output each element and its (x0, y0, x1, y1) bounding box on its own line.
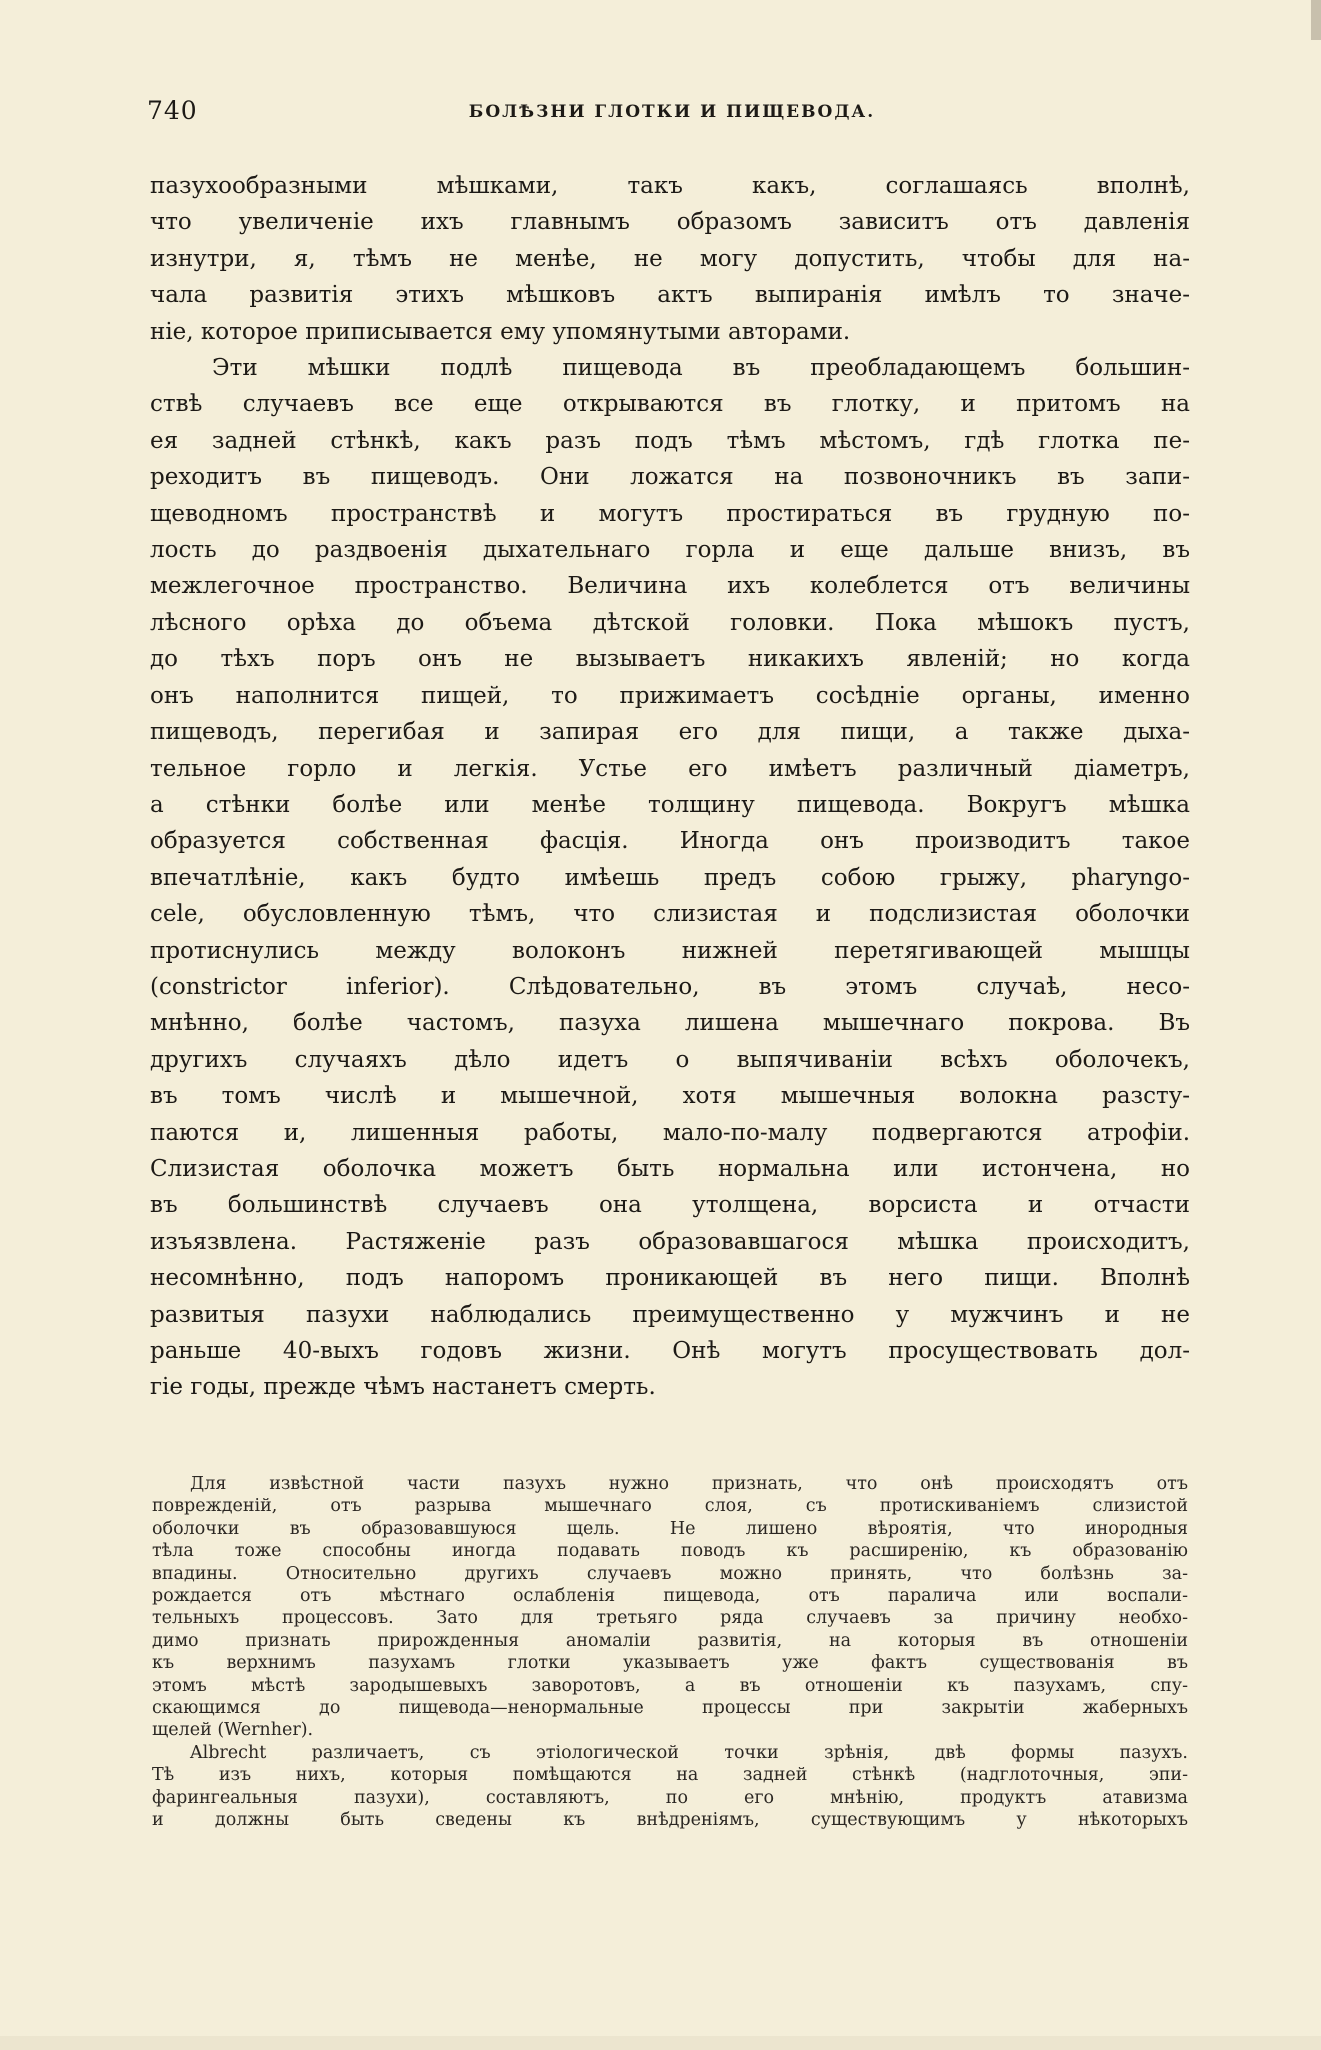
footnote-line: димо признать прирожденныя аномаліи развитія, на которыя въ отношеніи (152, 1630, 1188, 1651)
footnote-line: скающимся до пищевода—ненормальные процессы при закрытіи жаберныхъ (152, 1698, 1188, 1719)
body-line: лость до раздвоенія дыхательнаго горла и еще дальше внизъ, въ (150, 537, 1190, 564)
body-line: ніе, которое приписывается ему упомянутыми авторами. (150, 318, 851, 345)
body-line: а стѣнки болѣе или менѣе толщину пищевода. Вокругъ мѣшка (150, 791, 1190, 818)
body-line: несомнѣнно, подъ напоромъ проникающей въ него пищи. Вполнѣ (150, 1265, 1190, 1292)
footnote-line: этомъ мѣстѣ зародышевыхъ заворотовъ, а въ отношеніи къ пазухамъ, спу- (152, 1675, 1188, 1696)
body-line: развитыя пазухи наблюдались преимущественно у мужчинъ и не (150, 1301, 1190, 1328)
body-line: пазухообразными мѣшками, такъ какъ, соглашаясь вполнѣ, (150, 173, 1190, 199)
body-line: въ большинствѣ случаевъ она утолщена, ворсиста и отчасти (150, 1192, 1190, 1219)
body-line: онъ наполнится пищей, то прижимаетъ сосѣдніе органы, именно (150, 682, 1190, 709)
body-line: Слизистая оболочка можетъ быть нормальна или истончена, но (150, 1155, 1190, 1182)
body-line: другихъ случаяхъ дѣло идетъ о выпячиваніи всѣхъ оболочекъ, (150, 1046, 1190, 1073)
body-line: щеводномъ пространствѣ и могутъ простираться въ грудную по- (150, 500, 1190, 527)
footnote-text (152, 1473, 1188, 1832)
body-line: въ томъ числѣ и мышечной, хотя мышечныя волокна разсту- (150, 1083, 1190, 1110)
footnote-line: фарингеальныя пазухи), составляютъ, по его мнѣнію, продуктъ атавизма (152, 1787, 1188, 1808)
main-text (150, 168, 1190, 1406)
body-line: изнутри, я, тѣмъ не менѣе, не могу допустить, чтобы для на- (150, 245, 1190, 272)
footnote-line: и должны быть сведены къ внѣдреніямъ, существующимъ у нѣкоторыхъ (152, 1810, 1188, 1831)
body-line: пищеводъ, перегибая и запирая его для пищи, а также дыха- (150, 719, 1190, 746)
page-corner-mark (1311, 0, 1321, 40)
body-line: до тѣхъ поръ онъ не вызываетъ никакихъ явленій; но когда (150, 646, 1190, 673)
body-line: ея задней стѣнкѣ, какъ разъ подъ тѣмъ мѣстомъ, гдѣ глотка пе- (150, 427, 1190, 454)
footnote-line: впадины. Относительно другихъ случаевъ можно принять, что болѣзнь за- (152, 1563, 1188, 1584)
footnote-line: Тѣ изъ нихъ, которыя помѣщаются на задней стѣнкѣ (надглоточныя, эпи- (152, 1765, 1188, 1786)
page-number: 740 (147, 96, 198, 125)
footnote-line: къ верхнимъ пазухамъ глотки указываетъ уже фактъ существованія въ (152, 1653, 1188, 1674)
body-line: паются и, лишенныя работы, мало-по-малу подвергаются атрофіи. (150, 1119, 1190, 1146)
body-line: что увеличеніе ихъ главнымъ образомъ зависитъ отъ давленія (150, 209, 1190, 236)
body-line: образуется собственная фасція. Иногда онъ производитъ такое (150, 828, 1190, 855)
footnote-line: щелей (Wernher). (152, 1720, 314, 1741)
body-line: гіе годы, прежде чѣмъ настанетъ смерть. (150, 1374, 656, 1401)
footnote-line: тельныхъ процессовъ. Зато для третьяго ряда случаевъ за причину необхо- (152, 1608, 1188, 1629)
footnote-line: оболочки въ образовавшуюся щель. Не лишено вѣроятія, что инородныя (152, 1518, 1188, 1539)
body-line: cele, обусловленную тѣмъ, что слизистая и подслизистая оболочки (150, 901, 1190, 928)
footnote-line: Albrecht различаетъ, съ этіологической точки зрѣнія, двѣ формы пазухъ. (190, 1742, 1188, 1763)
body-line: реходитъ въ пищеводъ. Они ложатся на позвоночникъ въ запи- (150, 464, 1190, 491)
footnote-line: поврежденій, отъ разрыва мышечнаго слоя, съ протискиваніемъ слизистой (152, 1496, 1188, 1517)
body-line: лѣсного орѣха до объема дѣтской головки. Пока мѣшокъ пустъ, (150, 609, 1190, 636)
body-line: протиснулись между волоконъ нижней перетягивающей мышцы (150, 937, 1190, 964)
footnote-line: рождается отъ мѣстнаго ослабленія пищевода, отъ паралича или воспали- (152, 1586, 1188, 1607)
body-line: изъязвлена. Растяженіе разъ образовавшагося мѣшка происходитъ, (150, 1228, 1190, 1255)
body-line: мнѣнно, болѣе частомъ, пазуха лишена мышечнаго покрова. Въ (150, 1010, 1190, 1037)
page-header (147, 96, 1197, 130)
body-line: впечатлѣніе, какъ будто имѣешь предъ собою грыжу, pharyngo- (150, 864, 1190, 891)
page-bottom-edge (0, 2036, 1321, 2050)
footnote-line: тѣла тоже способны иногда подавать поводъ къ расширенію, къ образованію (152, 1541, 1188, 1562)
running-head: БОЛѢЗНИ ГЛОТКИ И ПИЩЕВОДА. (468, 102, 876, 122)
body-line: тельное горло и легкія. Устье его имѣетъ различный діаметръ, (150, 755, 1190, 782)
body-line: (constrictor inferior). Слѣдовательно, въ этомъ случаѣ, несо- (150, 973, 1190, 1000)
body-line: чала развитія этихъ мѣшковъ актъ выпиранія имѣлъ то значе- (150, 282, 1190, 309)
body-line: межлегочное пространство. Величина ихъ колеблется отъ величины (150, 573, 1190, 600)
body-line: ствѣ случаевъ все еще открываются въ глотку, и притомъ на (150, 391, 1190, 418)
body-line: Эти мѣшки подлѣ пищевода въ преобладающемъ большин- (212, 355, 1190, 382)
footnote-line: Для извѣстной части пазухъ нужно признать, что онѣ происходятъ отъ (190, 1474, 1188, 1494)
body-line: раньше 40-выхъ годовъ жизни. Онѣ могутъ просуществовать дол- (150, 1338, 1190, 1364)
